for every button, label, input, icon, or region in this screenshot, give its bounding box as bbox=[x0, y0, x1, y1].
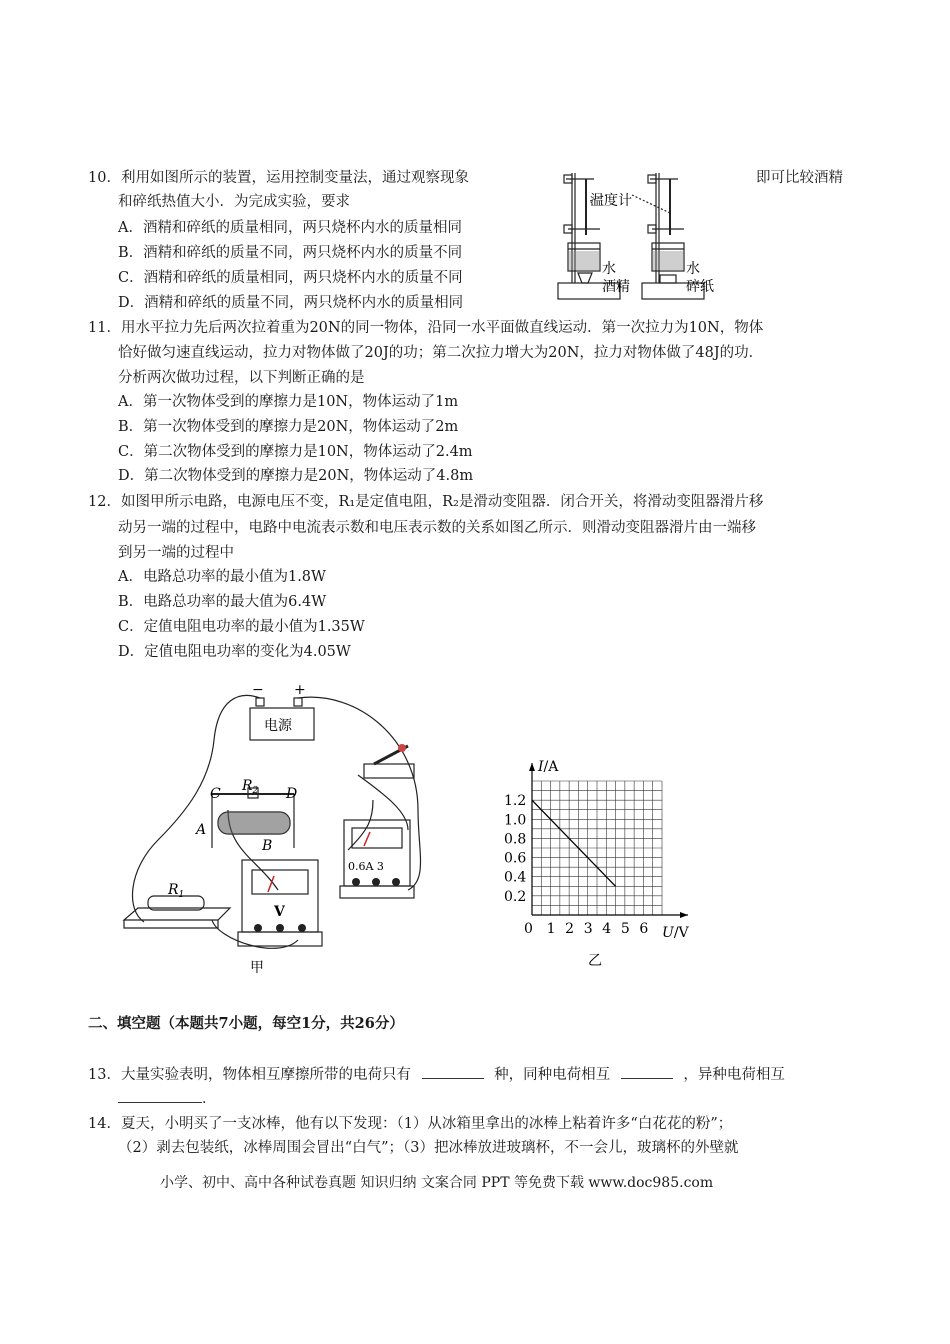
q12-line2: 动另一端的过程中，电路中电流表示数和电压表示数的关系如图乙所示．则滑动变阻器滑片由一端移 bbox=[118, 520, 756, 536]
q10-option-c: C．酒精和碎纸的质量相同，两只烧杯内水的质量不同 bbox=[118, 270, 463, 286]
x-tick-label: 6 bbox=[639, 921, 649, 937]
ammeter-scale-label: 0.6A 3 bbox=[348, 860, 384, 873]
voltmeter-label: V bbox=[274, 904, 285, 920]
y-tick-label: 0.4 bbox=[504, 869, 527, 886]
q12-option-b: B．电路总功率的最大值为6.4W bbox=[118, 594, 327, 610]
q14-line2: （2）剥去包装纸，冰棒周围会冒出“白气”；（3）把冰棒放进玻璃杯，不一会儿，玻璃杯的外壁就 bbox=[118, 1140, 739, 1156]
q12-option-a: A．电路总功率的最小值为1.8W bbox=[118, 569, 326, 585]
y-axis-label: I/A bbox=[538, 759, 559, 775]
power-supply-label: 电源 bbox=[264, 718, 292, 734]
fuel-label-alcohol: 酒精 bbox=[602, 279, 630, 295]
y-tick-label: 1.0 bbox=[504, 812, 527, 829]
q11-line2: 恰好做匀速直线运动，拉力对物体做了20J的功；第二次拉力增大为20N，拉力对物体做了48J的功． bbox=[118, 345, 764, 361]
plus-terminal-label: + bbox=[294, 682, 306, 698]
x-tick-label: 4 bbox=[602, 921, 612, 937]
q12-option-c: C．定值电阻电功率的最小值为1.35W bbox=[118, 619, 365, 635]
q10-apparatus-figure bbox=[550, 165, 730, 305]
q11-line3: 分析两次做功过程，以下判断正确的是 bbox=[118, 370, 365, 386]
x-tick-label: 1 bbox=[546, 921, 556, 937]
q12-option-d: D．定值电阻电功率的变化为4.05W bbox=[118, 644, 351, 660]
q11-option-b: B．第一次物体受到的摩擦力是20N，物体运动了2m bbox=[118, 419, 459, 435]
terminal-c-label: C bbox=[210, 786, 221, 802]
iu-graph bbox=[490, 755, 710, 975]
q11-line1: 11．用水平拉力先后两次拉着重为20N的同一物体，沿同一水平面做直线运动．第一次拉力为10N，物体 bbox=[88, 320, 764, 336]
fuel-label-paper: 碎纸 bbox=[686, 279, 714, 295]
x-tick-label: 0 bbox=[524, 921, 533, 937]
q10-option-d: D．酒精和碎纸的质量不同，两只烧杯内水的质量相同 bbox=[118, 295, 464, 311]
q10-line1b: 即可比较酒精 bbox=[756, 170, 843, 186]
q13-line2 bbox=[118, 1088, 217, 1109]
terminal-d-label: D bbox=[286, 786, 298, 802]
thermometer-label: 温度计 bbox=[590, 193, 632, 209]
q12-line1: 12．如图甲所示电路，电源电压不变，R₁是定值电阻，R₂是滑动变阻器．闭合开关，将滑动变阻器滑片移 bbox=[88, 494, 764, 510]
q13-text-a: 13．大量实验表明，物体相互摩擦所带的电荷只有 bbox=[88, 1067, 411, 1083]
y-tick-label: 0.8 bbox=[504, 831, 527, 848]
q13-text-c: ，异种电荷相互 bbox=[683, 1067, 785, 1083]
water-label-1: 水 bbox=[602, 261, 616, 277]
x-tick-label: 3 bbox=[583, 921, 593, 937]
series-line bbox=[532, 800, 616, 886]
y-tick-label: 0.6 bbox=[504, 850, 527, 867]
q13-text-b: 种，同种电荷相互 bbox=[494, 1067, 611, 1083]
q12-line3: 到另一端的过程中 bbox=[118, 545, 234, 561]
q13-end: ． bbox=[202, 1091, 217, 1107]
terminal-b-label: B bbox=[262, 838, 273, 854]
section2-title: 二、填空题（本题共7小题，每空1分，共26分） bbox=[88, 1015, 404, 1032]
minus-terminal-label: − bbox=[252, 682, 264, 698]
q10-line2: 和碎纸热值大小．为完成实验，要求 bbox=[118, 194, 350, 210]
q10-option-a: A．酒精和碎纸的质量相同，两只烧杯内水的质量相同 bbox=[118, 220, 462, 236]
q13-blank-1[interactable] bbox=[422, 1064, 484, 1079]
y-tick-label: 1.2 bbox=[504, 793, 527, 810]
q11-option-a: A．第一次物体受到的摩擦力是10N，物体运动了1m bbox=[118, 394, 459, 410]
graph-caption: 乙 bbox=[588, 953, 602, 969]
q11-option-d: D．第二次物体受到的摩擦力是20N，物体运动了4.8m bbox=[118, 468, 474, 484]
q13-line1 bbox=[88, 1064, 785, 1085]
q10-option-b: B．酒精和碎纸的质量不同，两只烧杯内水的质量不同 bbox=[118, 245, 463, 261]
x-tick-label: 2 bbox=[565, 921, 575, 937]
y-tick-label: 0.2 bbox=[504, 888, 527, 905]
circuit-figure bbox=[118, 680, 448, 980]
q14-line1: 14．夏天，小明买了一支冰棒，他有以下发现：（1）从冰箱里拿出的冰棒上粘着许多“白花花的粉”； bbox=[88, 1116, 733, 1132]
q13-blank-2[interactable] bbox=[621, 1064, 673, 1079]
y-axis-arrow bbox=[529, 763, 535, 771]
q13-blank-3[interactable] bbox=[118, 1088, 202, 1103]
r1-label: $R_1$ bbox=[168, 882, 185, 900]
x-tick-label: 5 bbox=[620, 921, 630, 937]
x-axis-label: U/V bbox=[662, 925, 689, 941]
terminal-a-label: A bbox=[196, 822, 207, 838]
page-footer: 小学、初中、高中各种试卷真题 知识归纳 文案合同 PPT 等免费下载 www.doc985.com bbox=[160, 1175, 714, 1191]
circuit-caption: 甲 bbox=[250, 960, 264, 976]
x-axis-arrow bbox=[680, 912, 688, 918]
q11-option-c: C．第二次物体受到的摩擦力是10N，物体运动了2.4m bbox=[118, 444, 473, 460]
q10-line1a: 10．利用如图所示的装置，运用控制变量法，通过观察现象 bbox=[88, 170, 469, 186]
water-label-2: 水 bbox=[686, 261, 700, 277]
r2-label: $R_2$ bbox=[242, 778, 259, 796]
